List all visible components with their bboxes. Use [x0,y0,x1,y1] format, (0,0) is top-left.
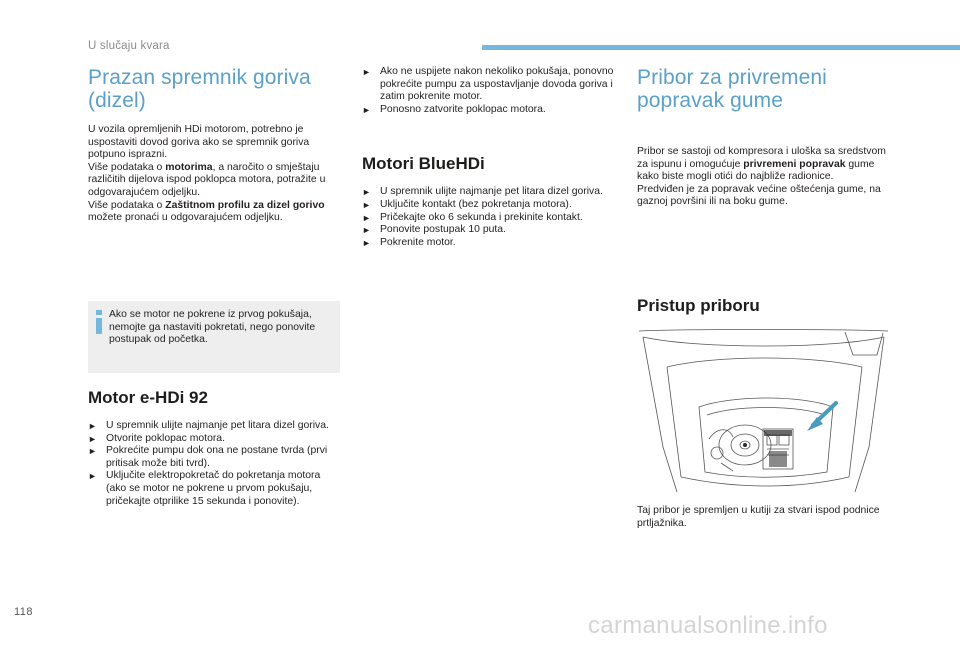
repair-intro-p1-post: gume kako biste mogli otići do najbliže radionice. [637,158,875,183]
repair-intro-p1-bold: privremeni popravak [743,158,846,170]
step-text: U spremnik ulijte najmanje pet litara dizel goriva. [106,420,329,431]
info-box [88,301,340,373]
subsection-title-access: Pristup priboru [637,296,760,315]
step-text: Ponosno zatvorite poklopac motora. [380,103,546,115]
list-item [362,237,617,250]
fuel-intro-p2-pre: Više podataka o [88,161,166,173]
repair-intro-p2: Predviđen je za popravak većine oštećenja gume, na gaznoj površini ili na boku gume. [637,183,881,208]
info-icon [94,310,104,334]
arrow-bullet-icon: ► [362,237,371,248]
step-text: U spremnik ulijte najmanje pet litara dizel goriva. [380,186,603,198]
arrow-bullet-icon: ► [362,187,371,198]
fuel-intro-p1: U vozila opremljenih HDi motorom, potrebno je uspostaviti dovod goriva ako se spremnik goriva potpuno isprazni. [88,124,310,161]
repair-kit-intro [637,146,893,209]
header-accent-bar [482,45,960,50]
trunk-floor-drawing [637,327,890,497]
watermark: carmanualsonline.info [588,612,828,639]
list-item [362,66,617,104]
list-item [362,224,617,237]
step-text: Pričekajte oko 6 sekunda i prekinite kontakt. [380,211,583,223]
step-text: Pokrenite motor. [380,236,456,248]
fuel-intro-p3-pre: Više podataka o [88,199,166,211]
arrow-bullet-icon: ► [362,104,371,115]
figure-caption: Taj pribor je spremljen u kutiji za stvari ispod podnice prtljažnika. [637,505,880,529]
list-item [362,212,617,225]
arrow-bullet-icon: ► [88,433,97,444]
column-right-caption [637,505,893,530]
list-item [88,433,342,446]
step-text: Otvorite poklopac motora. [106,432,225,444]
title-line-2: popravak gume [637,89,784,112]
pointer-arrow-icon [807,403,836,431]
section-title-fuel [88,66,342,112]
column-right [637,66,893,209]
ehdi-steps [88,420,342,508]
list-item [88,420,342,433]
fuel-intro [88,124,342,225]
step-text: Uključite elektropokretač do pokretanja motora (ako se motor ne pokrene u prvom pokušaju, pričekajte otprilike 15 sekunda i ponovite). [106,470,321,507]
title-line-1: Prazan spremnik goriva [88,66,311,89]
column-left-lower [88,388,342,508]
section-title-repair-kit [637,66,893,112]
arrow-bullet-icon: ► [88,471,97,482]
list-item [362,186,617,199]
repair-intro-p1-pre: Pribor se sastoji od kompresora i uloška sa sredstvom za ispunu i omogućuje [637,146,886,170]
arrow-bullet-icon: ► [362,199,371,210]
fuel-intro-p2-bold: motorima [165,161,213,173]
arrow-bullet-icon: ► [88,446,97,457]
subsection-title-bluehdi: Motori BlueHDi [362,154,485,174]
page-number: 118 [14,606,34,618]
list-item [362,104,617,117]
arrow-bullet-icon: ► [362,67,371,77]
step-text: Pokrećite pumpu dok ona ne postane tvrda (prvi pritisak može biti tvrd). [106,445,328,469]
arrow-bullet-icon: ► [88,421,97,431]
fuel-intro-p3-post: možete pronaći u odgovarajućem odjeljku. [88,212,283,224]
title-line-1: Pribor za privremeni [637,66,827,89]
arrow-bullet-icon: ► [362,225,371,236]
retry-steps [362,66,617,116]
arrow-bullet-icon: ► [362,212,371,223]
bluehdi-steps [362,186,617,249]
column-middle [362,66,617,249]
subsection-title-ehdi: Motor e-HDi 92 [88,388,208,407]
trunk-illustration [637,327,890,497]
section-label: U slučaju kvara [88,40,170,52]
list-item [88,445,342,470]
step-text: Ako ne uspijete nakon nekoliko pokušaja, ponovno pokrećite pumpu za uspostavljanje dovoda goriva i zatim pokrenite motor. [380,66,614,103]
list-item [88,470,342,508]
column-left [88,66,342,225]
fuel-intro-p3-bold: Zaštitnom profilu za dizel gorivo [165,199,325,211]
fuel-intro-p2-post: , a naročito o smještaju različitih dijelova ispod poklopca motora, potražite u odgovarajućem odjeljku. [88,161,326,198]
step-text: Uključite kontakt (bez pokretanja motora). [380,198,572,210]
title-line-2: (dizel) [88,89,146,112]
info-box-text: Ako se motor ne pokrene iz prvog pokušaja, nemojte ga nastaviti pokretati, nego ponovite postupak od početka. [109,309,316,346]
step-text: Ponovite postupak 10 puta. [380,224,506,236]
column-right-lower [637,296,893,316]
list-item [362,199,617,212]
